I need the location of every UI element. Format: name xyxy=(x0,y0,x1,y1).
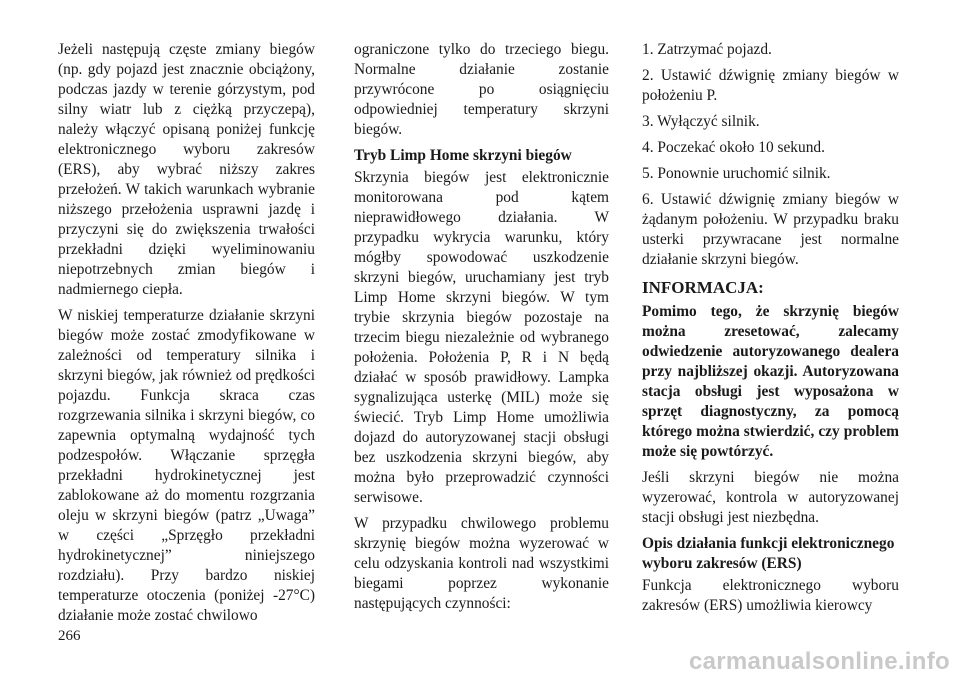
section-heading-limp-home: Tryb Limp Home skrzyni biegów xyxy=(354,147,572,164)
info-title: INFORMACJA: xyxy=(642,278,764,297)
paragraph-frequent-shifts: Jeżeli następują częste zmiany biegów (np. gdy pojazd jest znacznie obciążony, podczas jazdy w terenie górzystym, pod silny wiatr lub z ciężką przyczepą), należy włączyć opisaną poniżej funkcję elektronicznego wyboru zakresów (ERS), aby wybrać niższy zakres przełożeń. W takich warunkach wybranie niższego przełożenia usprawni jazdę i przyczyni się do zwiększenia trwałości przekładni dzięki wyeliminowaniu niepotrzebnych zmian biegów i nadmiernego ciepła. xyxy=(58,41,315,298)
paragraph-low-temperature: W niskiej temperaturze działanie skrzyni biegów może zostać zmodyfikowane w zależności od temperatury silnika i skrzyni biegów, jak również od prędkości pojazdu. Funkcja skraca czas rozgrzewania silnika i skrzyni biegów, co zapewnia optymalną wydajność tych podzespołów. Włączanie sprzęgła przekładni hydrokinetycznej jest zablokowane aż do momentu rozgrzania oleju w skrzyni biegów (patrz „Uwaga” w części „Sprzęgło przekładni hydrokinetycznej” niniejszego rozdziału). Przy bardzo niskiej temperaturze otoczenia (poniżej -27°C) działanie może zostać chwilowo xyxy=(58,307,315,624)
reset-steps-list xyxy=(642,40,899,270)
list-item: 5. Ponownie uruchomić silnik. xyxy=(642,165,831,182)
page-number: 266 xyxy=(58,628,81,644)
list-item: 3. Wyłączyć silnik. xyxy=(642,113,760,130)
paragraph-limp-home: Skrzynia biegów jest elektronicznie monitorowana pod kątem nieprawidłowego działania. W przypadku wykrycia warunku, który mógłby spowodować uszkodzenie skrzyni biegów, uruchamiany jest tryb Limp Home skrzyni biegów. W tym trybie skrzynia biegów pozostaje na trzecim biegu niezależnie od wybranego położenia. Położenia P, R i N będą działać w sposób prawidłowy. Lampka sygnalizująca usterkę (MIL) może się świecić. Tryb Limp Home umożliwia dojazd do autoryzowanej stacji obsługi bez uszkodzenia skrzyni biegów, aby można było przeprowadzić czynności serwisowe. xyxy=(354,169,609,506)
paragraph-continuation: ograniczone tylko do trzeciego biegu. Normalne działanie zostanie przywrócone po osiągnięciu odpowiedniej temperatury skrzyni biegów. xyxy=(354,41,609,138)
text-column-left xyxy=(58,40,315,632)
list-item: 4. Poczekać około 10 sekund. xyxy=(642,139,825,156)
text-column-right xyxy=(642,40,899,622)
list-item: 6. Ustawić dźwignię zmiany biegów w żądanym położeniu. W przypadku braku usterki przywracane jest normalne działanie skrzyni biegów. xyxy=(642,191,899,268)
list-item: 1. Zatrzymać pojazd. xyxy=(642,41,772,58)
paragraph-service-required: Jeśli skrzyni biegów nie można wyzerować, kontrola w autoryzowanej stacji obsługi jest niezbędna. xyxy=(642,469,899,526)
section-heading-ers: Opis działania funkcji elektronicznego wyboru zakresów (ERS) xyxy=(642,535,895,572)
paragraph-ers: Funkcja elektronicznego wyboru zakresów (ERS) umożliwia kierowcy xyxy=(642,577,899,614)
list-item: 2. Ustawić dźwignię zmiany biegów w położeniu P. xyxy=(642,67,899,104)
text-column-middle xyxy=(354,40,609,620)
paragraph-reset-intro: W przypadku chwilowego problemu skrzynię biegów można wyzerować w celu odzyskania kontroli nad wszystkimi biegami poprzez wykonanie następujących czynności: xyxy=(354,515,609,612)
watermark: carmanualsonline.info xyxy=(688,648,950,675)
info-text: Pomimo tego, że skrzynię biegów można zresetować, zalecamy odwiedzenie autoryzowanego dealera przy najbliższej okazji. Autoryzowana stacja obsługi jest wyposażona w sprzęt diagnostyczny, za pomocą którego można stwierdzić, czy problem może się powtórzyć. xyxy=(642,303,899,460)
